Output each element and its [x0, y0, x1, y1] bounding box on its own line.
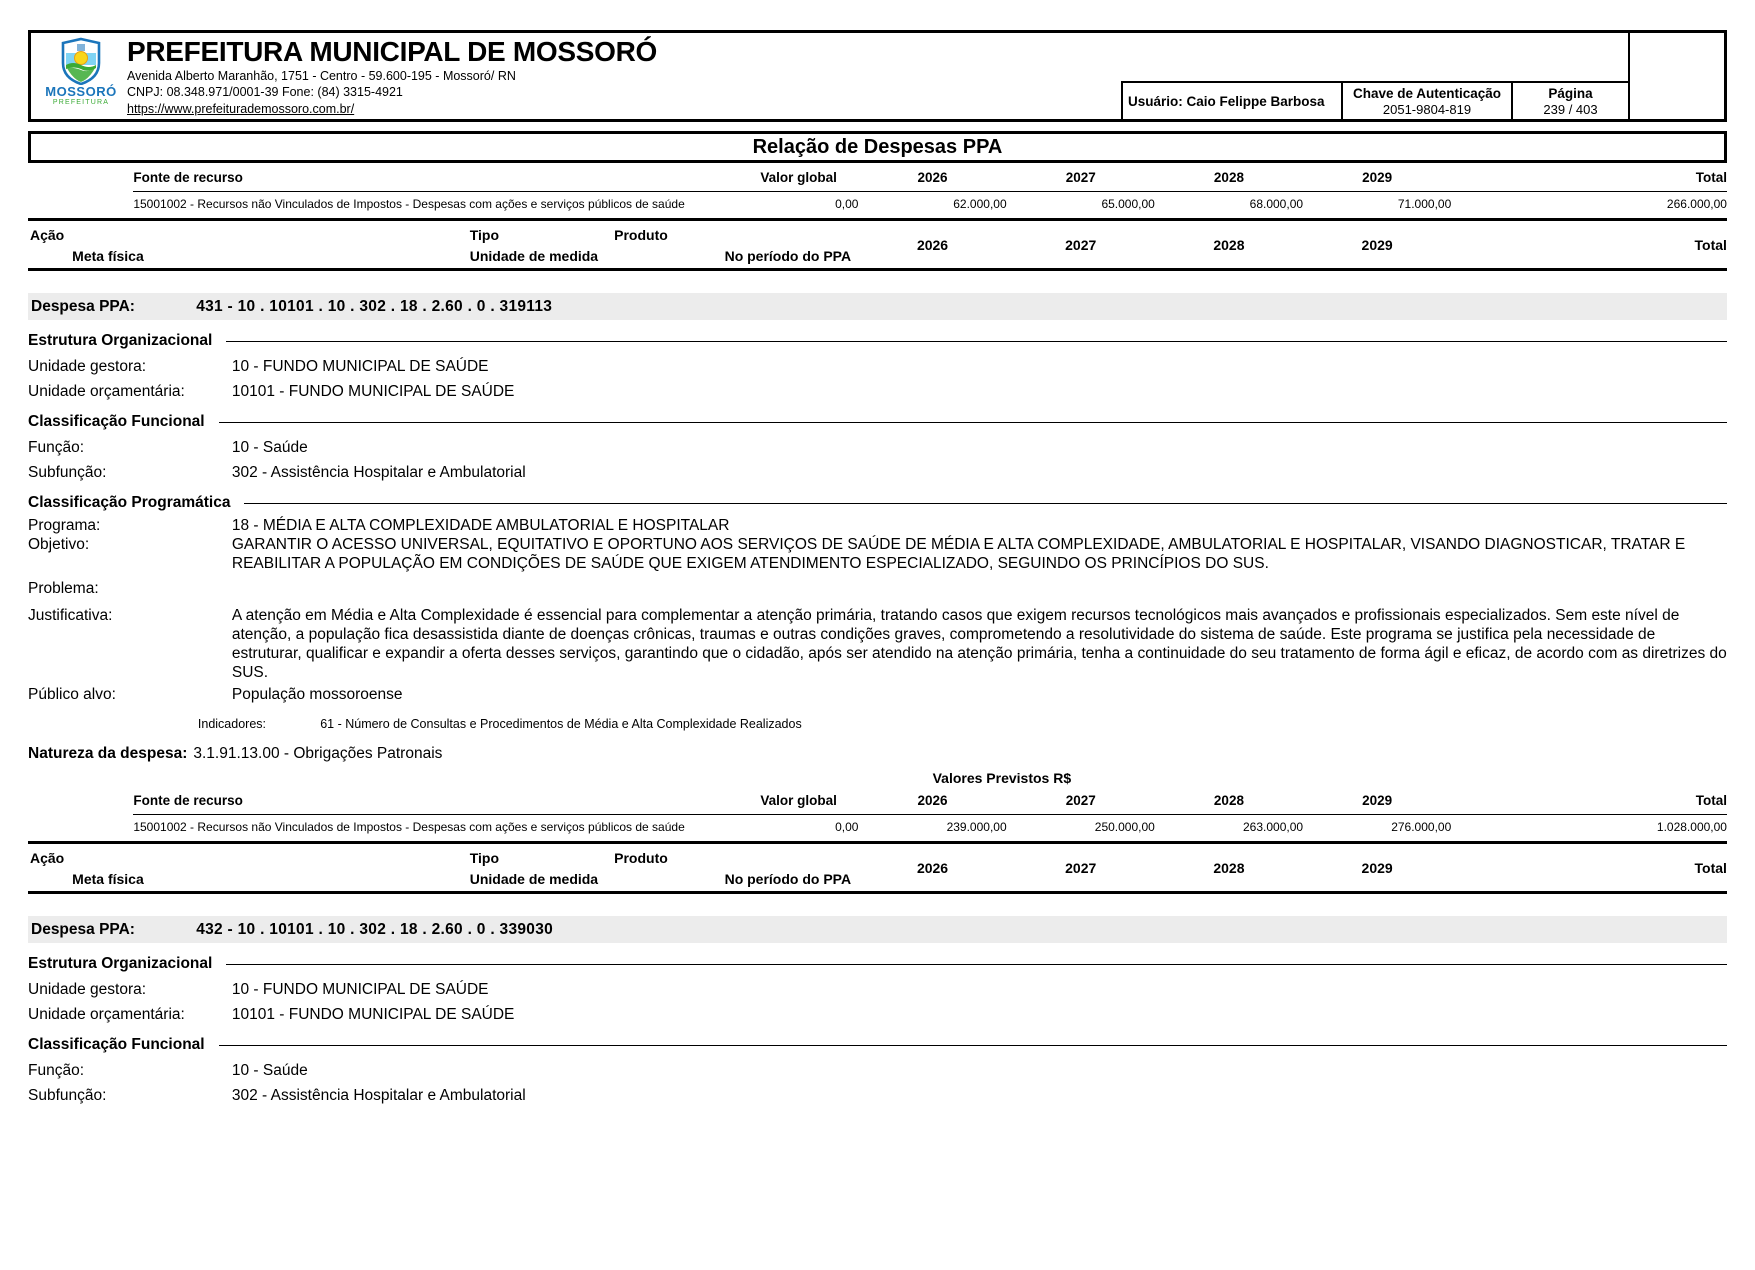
label-tipo: Tipo: [469, 227, 500, 243]
valor-global-value: 0,00: [835, 820, 859, 834]
col-2027: 2027: [1007, 788, 1155, 815]
natureza-value: 3.1.91.13.00 - Obrigações Patronais: [193, 745, 443, 762]
label-acao: Ação: [30, 227, 65, 243]
col-valor-global: Valor global: [739, 165, 859, 192]
strip-year-columns: [133, 221, 1727, 268]
section-rule: [219, 1045, 1727, 1046]
strip-col-2029: 2029: [1361, 236, 1393, 253]
header-empty-cell: [1628, 33, 1724, 119]
despesa-ppa-label: Despesa PPA:: [31, 920, 135, 938]
field-subfuncao: Subfunção: 302 - Assistência Hospitalar e Ambulatorial: [28, 1087, 526, 1104]
org-website-link[interactable]: https://www.prefeiturademossoro.com.br/: [127, 102, 355, 116]
label-meta-fisica: Meta física: [72, 248, 144, 264]
report-title: Relação de Despesas PPA: [752, 135, 1003, 158]
fonte-recurso-value: 15001002 - Recursos não Vinculados de Impostos - Despesas com ações e serviços públicos de saúde: [133, 820, 685, 834]
page-label: Página: [1548, 86, 1593, 101]
despesa-ppa-code: 431 - 10 . 10101 . 10 . 302 . 18 . 2.60 . 0 . 319113: [196, 297, 553, 315]
org-identification: [127, 36, 657, 118]
field-publico-alvo: Público alvo: População mossoroense: [28, 686, 403, 703]
funding-table-2: [133, 788, 1727, 841]
field-funcao: Função: 10 - Saúde: [28, 1062, 308, 1079]
section-estrutura-organizacional: Estrutura Organizacional: [28, 954, 1727, 974]
funding-row: [133, 815, 1727, 842]
fonte-recurso-value: 15001002 - Recursos não Vinculados de Impostos - Despesas com ações e serviços públicos de saúde: [133, 197, 685, 211]
header-meta-cells: [1121, 81, 1628, 119]
strip-col-2028: 2028: [1213, 236, 1245, 253]
logo-subtitle: PREFEITURA: [52, 99, 110, 106]
label-produto: Produto: [614, 227, 668, 243]
col-2029: 2029: [1303, 165, 1451, 192]
page-number-cell: [1511, 83, 1628, 119]
logo-wordmark: MOSSORÓ: [45, 84, 117, 99]
strip-col-2027: 2027: [1065, 236, 1097, 253]
despesa-ppa-code: 432 - 10 . 10101 . 10 . 302 . 18 . 2.60 . 0 . 339030: [196, 920, 554, 938]
field-subfuncao: Subfunção: 302 - Assistência Hospitalar e Ambulatorial: [28, 464, 526, 481]
col-2028: 2028: [1155, 788, 1303, 815]
mossoro-logo: [43, 37, 119, 107]
despesa-ppa-bar-432: [28, 916, 1727, 943]
field-unidade-orcamentaria: Unidade orçamentária: 10101 - FUNDO MUNICIPAL DE SAÚDE: [28, 383, 515, 400]
field-problema: Problema:: [28, 580, 99, 597]
label-unidade-medida: Unidade de medida: [469, 248, 599, 264]
strip-col-2027: 2027: [1065, 859, 1097, 876]
col-2026: 2026: [858, 788, 1006, 815]
col-total: Total: [1451, 165, 1727, 192]
col-total: Total: [1451, 788, 1727, 815]
label-meta-fisica: Meta física: [72, 871, 144, 887]
col-2028: 2028: [1155, 165, 1303, 192]
field-funcao: Função: 10 - Saúde: [28, 439, 308, 456]
despesa-ppa-bar-431: [28, 293, 1727, 320]
value-2027: 65.000,00: [1101, 197, 1155, 211]
col-fonte-recurso: Fonte de recurso: [133, 165, 739, 192]
strip-year-columns: [133, 844, 1727, 891]
report-title-bar: [28, 131, 1727, 163]
strip-col-2028: 2028: [1213, 859, 1245, 876]
value-2026: 239.000,00: [946, 820, 1007, 834]
org-name: PREFEITURA MUNICIPAL DE MOSSORÓ: [127, 36, 657, 67]
label-no-periodo-ppa: No período do PPA: [724, 248, 852, 264]
col-valor-global: Valor global: [739, 788, 859, 815]
field-unidade-gestora: Unidade gestora: 10 - FUNDO MUNICIPAL DE SAÚDE: [28, 981, 489, 998]
field-objetivo: Objetivo: GARANTIR O ACESSO UNIVERSAL, EQUITATIVO E OPORTUNO AOS SERVIÇOS DE SAÚDE DE MÉDIA E ALTA COMPLEXIDADE, AMBULATORIAL E HOSPITALAR, VISANDO DIAGNOSTICAR, TRATAR E REABILITAR A POPULAÇÃO EM CONDIÇÕES DE SAÚDE QUE EXIGEM ATENDIMENTO ESPECIALIZADO, SEGUINDO OS PRINCÍPIOS DO SUS.: [28, 536, 1686, 572]
user-cell: [1121, 83, 1341, 119]
city-crest-icon: [43, 37, 119, 85]
field-natureza-despesa: Natureza da despesa: 3.1.91.13.00 - Obrigações Patronais: [28, 745, 443, 762]
auth-key-value: 2051-9804-819: [1382, 102, 1472, 117]
field-unidade-orcamentaria: Unidade orçamentária: 10101 - FUNDO MUNICIPAL DE SAÚDE: [28, 1006, 515, 1023]
org-cnpj-fone: CNPJ: 08.348.971/0001-39 Fone: (84) 3315-4921: [127, 85, 403, 99]
org-address: Avenida Alberto Maranhão, 1751 - Centro - 59.600-195 - Mossoró/ RN: [127, 69, 516, 83]
col-2026: 2026: [858, 165, 1006, 192]
field-unidade-gestora: Unidade gestora: 10 - FUNDO MUNICIPAL DE SAÚDE: [28, 358, 489, 375]
label-produto: Produto: [614, 850, 668, 866]
field-programa: Programa: 18 - MÉDIA E ALTA COMPLEXIDADE AMBULATORIAL E HOSPITALAR: [28, 517, 730, 534]
value-total: 1.028.000,00: [1656, 820, 1727, 834]
label-no-periodo-ppa: No período do PPA: [724, 871, 852, 887]
funding-table-1: [133, 165, 1727, 218]
section-rule: [226, 341, 1727, 342]
strip-col-2026: 2026: [916, 236, 949, 253]
user-label: Usuário: Caio Felippe Barbosa: [1128, 93, 1325, 109]
strip-col-2026: 2026: [916, 859, 949, 876]
page-value: 239 / 403: [1543, 102, 1598, 117]
value-2029: 276.000,00: [1391, 820, 1452, 834]
report-header: [28, 30, 1727, 122]
section-estrutura-organizacional: Estrutura Organizacional: [28, 331, 1727, 351]
value-2027: 250.000,00: [1094, 820, 1155, 834]
col-2027: 2027: [1007, 165, 1155, 192]
field-indicadores: Indicadores: 61 - Número de Consultas e Procedimentos de Média e Alta Complexidade Realizados: [197, 717, 802, 731]
col-fonte-recurso: Fonte de recurso: [133, 788, 739, 815]
section-rule: [219, 422, 1727, 423]
section-classificacao-funcional: Classificação Funcional: [28, 1035, 1727, 1055]
auth-key-cell: [1341, 83, 1511, 119]
label-tipo: Tipo: [469, 850, 500, 866]
col-2029: 2029: [1303, 788, 1451, 815]
auth-key-label: Chave de Autenticação: [1352, 86, 1502, 101]
valores-previstos-heading: Valores Previstos R$: [932, 770, 1072, 786]
label-unidade-medida: Unidade de medida: [469, 871, 599, 887]
value-2028: 263.000,00: [1242, 820, 1304, 834]
value-total: 266.000,00: [1666, 197, 1727, 211]
acao-header-strip-2: [28, 844, 1727, 894]
strip-col-total: Total: [1694, 859, 1727, 876]
value-2028: 68.000,00: [1249, 197, 1304, 211]
funding-table-header: [133, 788, 1727, 815]
strip-col-2029: 2029: [1361, 859, 1393, 876]
value-2029: 71.000,00: [1397, 197, 1452, 211]
field-justificativa: Justificativa: A atenção em Média e Alta Complexidade é essencial para complementar a atenção primária, tratando casos que exigem recursos tecnológicos mais avançados e profissionais especializados. Sem este nível de atenção, a população fica desassistida diante de doenças crônicas, traumas e outras condições graves, comprometendo a resolutividade do sistema de saúde. Este programa se justifica pela necessidade de estruturar, qualificar e expandir a oferta desses serviços, garantindo que o cidadão, após ser atendido na atenção primária, tenha a continuidade do seu tratamento de forma ágil e eficaz, de acordo com as diretrizes do SUS.: [28, 607, 1727, 681]
value-2026: 62.000,00: [953, 197, 1007, 211]
section-rule: [226, 964, 1727, 965]
despesa-ppa-label: Despesa PPA:: [31, 297, 135, 315]
valor-global-value: 0,00: [835, 197, 859, 211]
section-classificacao-funcional: Classificação Funcional: [28, 412, 1727, 432]
strip-col-total: Total: [1694, 236, 1727, 253]
report-page: [28, 30, 1727, 1105]
label-acao: Ação: [30, 850, 65, 866]
funding-row: [133, 192, 1727, 219]
funding-table-header: [133, 165, 1727, 192]
acao-header-strip-1: [28, 221, 1727, 271]
section-classificacao-programatica: Classificação Programática: [28, 493, 1727, 513]
section-rule: [244, 503, 1727, 504]
